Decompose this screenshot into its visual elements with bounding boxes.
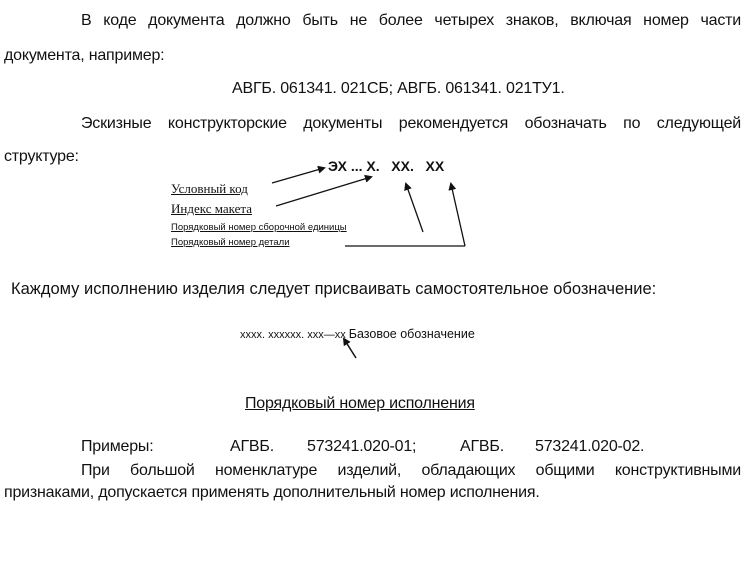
code-example: АВГБ. 061341. 021СБ; АВГБ. 061341. 021ТУ1.: [232, 80, 565, 97]
label-conventional-code: Условный код: [171, 181, 248, 196]
paragraph-2-line-2: структуре:: [4, 148, 79, 165]
paragraph-1-line-2: документа, например:: [4, 47, 165, 64]
arrow-part-number: [451, 184, 465, 246]
variant-number-caption: Порядковый номер исполнения: [245, 395, 475, 412]
label-assembly-unit-number: Порядковый номер сборочной единицы: [171, 222, 347, 233]
arrow-layout-index: [276, 177, 371, 206]
example-item-1: АГВБ.: [230, 438, 274, 455]
paragraph-4-line-1: При большой номенклатуре изделий, обладающих общими конструктивными: [81, 462, 741, 479]
arrow-conventional-code: [272, 168, 324, 183]
base-designation-label: Базовое обозначение: [348, 327, 475, 341]
label-layout-index: Индекс макета: [171, 201, 253, 216]
examples-label: Примеры:: [81, 438, 154, 455]
paragraph-4-line-2: признаками, допускается применять дополнительный номер исполнения.: [4, 484, 540, 501]
variant-code: [240, 327, 475, 341]
variant-code-text: хххх. хххххх. ххх—хх: [240, 329, 346, 341]
arrow-assembly-unit: [406, 184, 423, 232]
example-item-2: 573241.020-01;: [307, 438, 417, 455]
example-item-4: 573241.020-02.: [535, 438, 645, 455]
structure-code: ЭХ ... Х. ХХ. ХХ: [328, 158, 445, 174]
paragraph-1-line-1: В коде документа должно быть не более четырех знаков, включая номер части: [81, 12, 741, 29]
paragraph-3: Каждому исполнению изделия следует присваивать самостоятельное обозначение:: [11, 280, 657, 298]
paragraph-2-line-1: Эскизные конструкторские документы рекомендуется обозначать по следующей: [81, 115, 741, 132]
arrow-variant-number: [344, 339, 356, 358]
example-item-3: АГВБ.: [460, 438, 504, 455]
label-part-number: Порядковый номер детали: [171, 237, 290, 248]
